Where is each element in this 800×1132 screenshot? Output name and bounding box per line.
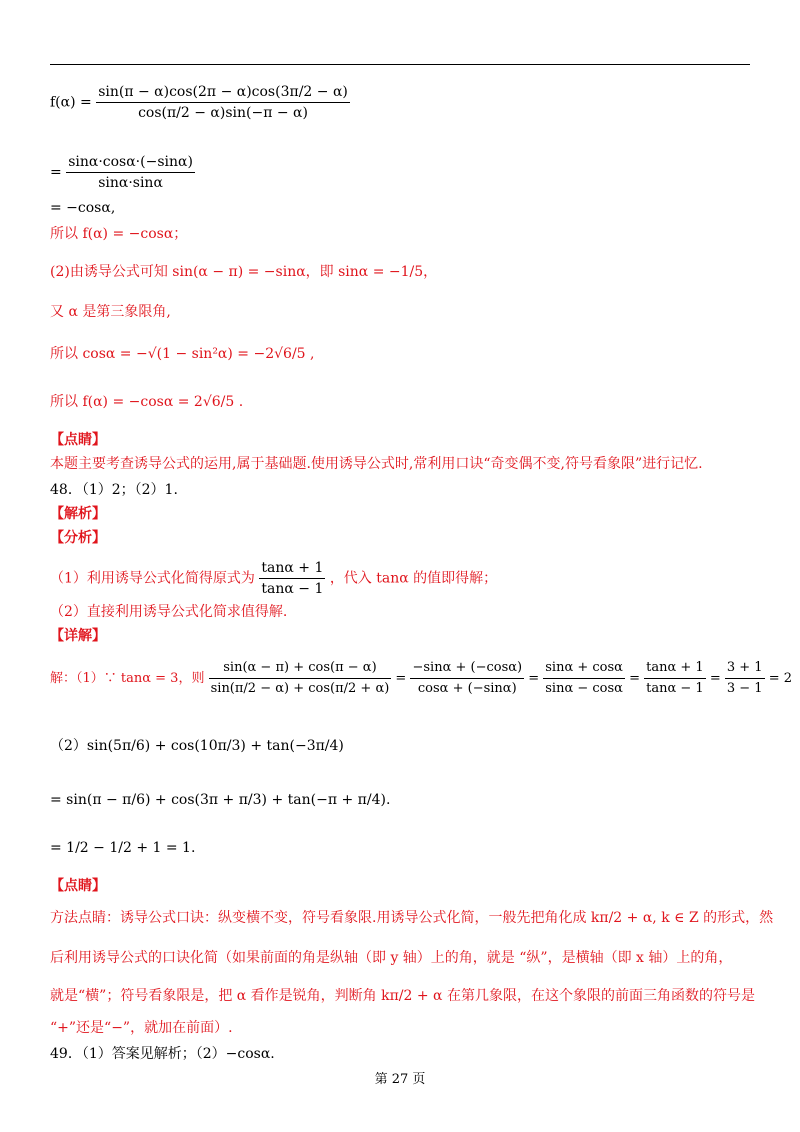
part2-quadrant: 又 α 是第三象限角, (50, 304, 171, 320)
fenxi-label: 【分析】 (50, 530, 106, 546)
comment-48-l2: 后利用诱导公式的口诀化简（如果前面的角是纵轴（即 y 轴）上的角，就是 “纵”，是横轴（即 x 轴）上的角， (50, 950, 733, 966)
sol1-frac2 (410, 658, 524, 699)
sol1-frac1 (209, 658, 392, 699)
fenxi-1-denominator: tanα − 1 (261, 581, 324, 597)
sol1-frac3-num: sinα + cosα (543, 658, 625, 679)
sol1-frac5-num: 3 + 1 (725, 658, 765, 679)
sol1-frac3 (543, 658, 625, 699)
page-number: 第 27 页 (374, 1072, 426, 1087)
q48-answer: 48．（1）2；（2）1. (50, 482, 178, 498)
part2-intro: (2)由诱导公式可知 sin(α − π) = −sinα，即 sinα = −1/5， (50, 264, 438, 280)
step1-numerator: sinα·cosα·(−sinα) (66, 152, 195, 173)
sol1-frac2-den: cosα + (−sinα) (417, 681, 517, 696)
fenxi-1-fraction (259, 558, 325, 599)
f-def-denominator: cos(π/2 − α)sin(−π − α) (138, 105, 308, 121)
fenxi-1 (50, 558, 497, 599)
f-definition (50, 82, 350, 123)
comment-label-48: 【点睛】 (50, 878, 106, 894)
f-lhs: f(α) = (50, 94, 92, 111)
fenxi-1-numerator: tanα + 1 (259, 558, 325, 579)
conclusion-1: 所以 f(α) = −cosα； (50, 226, 188, 242)
part2-cos: 所以 cosα = −√(1 − sin²α) = −2√6/5 , (50, 346, 315, 362)
sol2-expr: （2）sin(5π/6) + cos(10π/3) + tan(−3π/4) (50, 738, 344, 754)
sol1-frac4-den: tanα − 1 (646, 681, 704, 696)
comment-48-l4: “+”还是“−”，就加在前面）. (50, 1020, 233, 1036)
sol1-result: = 2 (768, 671, 793, 686)
q49-answer: 49．（1）答案见解析；（2）−cosα. (50, 1046, 275, 1062)
fenxi-2: （2）直接利用诱导公式化简求值得解. (50, 604, 288, 620)
sol1-pre: 解：（1）∵ tanα = 3，则 (50, 671, 205, 686)
comment-label-47: 【点睛】 (50, 432, 106, 448)
sol1-frac2-num: −sinα + (−cosα) (410, 658, 524, 679)
step1-denominator: sinα·sinα (98, 175, 163, 191)
fenxi-1-post: ，代入 tanα 的值即得解； (329, 570, 498, 587)
f-def-numerator: sin(π − α)cos(2π − α)cos(3π/2 − α) (96, 82, 350, 103)
analysis-label: 【解析】 (50, 506, 106, 522)
sol1-frac4-num: tanα + 1 (644, 658, 706, 679)
comment-text-47: 本题主要考查诱导公式的运用,属于基础题.使用诱导公式时,常利用口诀“奇变偶不变,符号看象限”进行记忆. (50, 456, 703, 472)
sol1-frac3-den: sinα − cosα (545, 681, 623, 696)
sol1: 解：（1）∵ tanα = 3，则 $\frac{\sin(\alpha - \pi) + \cos(\pi - \alpha)}{\sin(\pi/2 - \alpha) + \cos(\pi/2 + \alpha)}$ = $\frac{-\sin\alpha + (-\cos\alpha)}{\cos\alpha + (-\sin\alpha)}$ = $\frac{\sin\alpha + \cos\alpha}{\sin\alpha - \cos\alpha}$ = $\frac{\tan\alpha + 1}{\tan\alpha - 1}$ = $\frac{3 + 1}{3 - 1}$ = 2 (50, 658, 792, 699)
sol2-step: = sin(π − π/6) + cos(3π + π/3) + tan(−π + π/4). (50, 792, 391, 808)
sol1-frac5-den: 3 − 1 (726, 681, 763, 696)
sol1-frac5 (725, 658, 765, 699)
f-def-fraction (96, 82, 350, 123)
comment-48-l1: 方法点睛：诱导公式口诀：纵变横不变，符号看象限.用诱导公式化简，一般先把角化成 kπ/2 + α, k ∈ Z 的形式，然 (50, 910, 774, 926)
sol1-frac1-num: sin(α − π) + cos(π − α) (209, 658, 392, 679)
xiangjie-label: 【详解】 (50, 628, 106, 644)
fenxi-1-pre: （1）利用诱导公式化简得原式为 (50, 570, 255, 587)
sol1-frac4 (644, 658, 706, 699)
sol1-frac1-den: sin(π/2 − α) + cos(π/2 + α) (210, 681, 390, 696)
top-rule (50, 64, 750, 65)
step2: = −cosα, (50, 200, 116, 216)
comment-48-l3: 就是“横”；符号看象限是，把 α 看作是锐角，判断角 kπ/2 + α 在第几象限，在这个象限的前面三角函数的符号是 (50, 988, 755, 1004)
step1-fraction (66, 152, 195, 193)
step1: = $\frac{\sin\alpha\cdot\cos\alpha\cdot(-\sin\alpha)}{\sin\alpha\cdot\sin\alpha}$ (50, 154, 193, 191)
part2-result: 所以 f(α) = −cosα = 2√6/5 . (50, 394, 244, 410)
sol2-result: = 1/2 − 1/2 + 1 = 1. (50, 840, 196, 856)
